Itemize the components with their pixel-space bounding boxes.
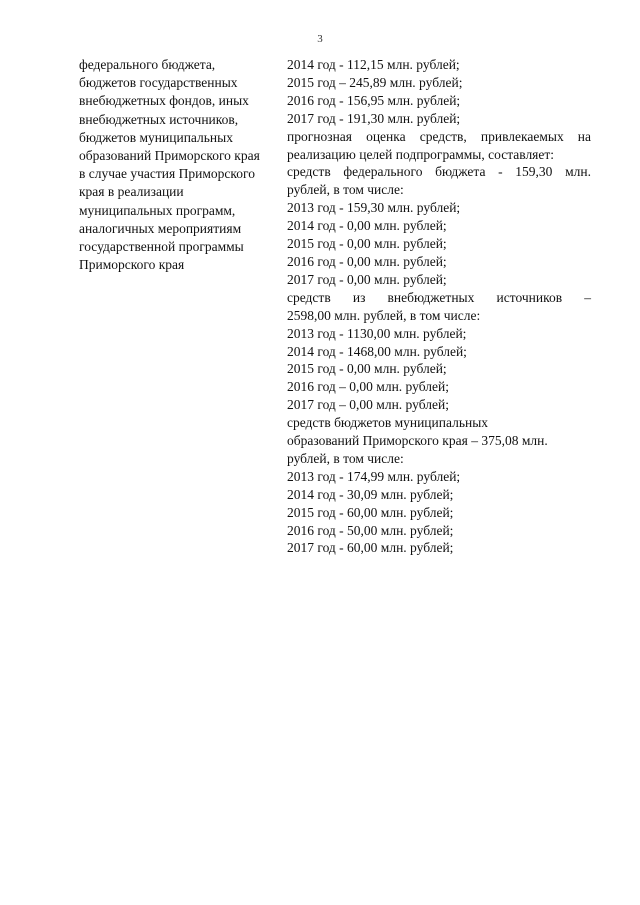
federal-years-tail <box>287 56 591 128</box>
left-column-line: Приморского края <box>79 257 185 273</box>
year-line: 2014 год - 1468,00 млн. рублей; <box>287 343 467 359</box>
left-column-line: бюджетов муниципальных <box>79 129 233 145</box>
year-line: 2014 год - 112,15 млн. рублей; <box>287 57 460 72</box>
left-column-line: в случае участия Приморского <box>79 166 255 182</box>
year-line: 2016 год - 50,00 млн. рублей; <box>287 522 454 538</box>
forecast-intro-line: прогнозная оценка средств, привлекаемых на <box>287 128 591 144</box>
extrabudgetary-heading: 2598,00 млн. рублей, в том числе: <box>287 307 481 323</box>
left-column-line: аналогичных мероприятиям <box>79 220 242 236</box>
federal-budget-section <box>287 163 591 288</box>
year-line: 2013 год - 174,99 млн. рублей; <box>287 468 461 484</box>
year-line: 2017 год - 191,30 млн. рублей; <box>287 110 461 126</box>
left-column-line: муниципальных программ, <box>79 202 236 218</box>
page-number: 3 <box>317 33 323 45</box>
municipal-heading: образований Приморского края – 375,08 млн. <box>287 433 548 449</box>
left-column <box>79 56 284 274</box>
municipal-heading: рублей, в том числе: <box>287 450 404 466</box>
year-line: 2016 год – 0,00 млн. рублей; <box>287 379 449 395</box>
federal-budget-heading: средств федерального бюджета - 159,30 млн. <box>287 164 591 180</box>
year-line: 2014 год - 0,00 млн. рублей; <box>287 218 447 234</box>
left-column-line: бюджетов государственных <box>79 75 238 91</box>
right-column <box>287 56 591 557</box>
year-line: 2013 год - 1130,00 млн. рублей; <box>287 325 467 341</box>
left-column-line: внебюджетных источников, <box>79 111 239 127</box>
left-column-line: федерального бюджета, <box>79 57 216 72</box>
left-column-line: внебюджетных фондов, иных <box>79 93 249 109</box>
year-line: 2017 год – 0,00 млн. рублей; <box>287 397 449 413</box>
year-line: 2015 год – 245,89 млн. рублей; <box>287 74 463 90</box>
year-line: 2015 год - 0,00 млн. рублей; <box>287 236 447 252</box>
year-line: 2016 год - 156,95 млн. рублей; <box>287 92 461 108</box>
year-line: 2014 год - 30,09 млн. рублей; <box>287 486 454 502</box>
extrabudgetary-section <box>287 289 591 414</box>
forecast-intro <box>287 128 591 164</box>
left-column-line: образований Приморского края <box>79 148 260 164</box>
left-column-line: государственной программы <box>79 239 244 255</box>
municipal-heading: средств бюджетов муниципальных <box>287 415 489 431</box>
year-line: 2016 год - 0,00 млн. рублей; <box>287 253 447 269</box>
year-line: 2015 год - 60,00 млн. рублей; <box>287 504 454 520</box>
extrabudgetary-heading: средств из внебюджетных источников – <box>287 289 591 305</box>
year-line: 2017 год - 60,00 млн. рублей; <box>287 540 454 556</box>
year-line: 2017 год - 0,00 млн. рублей; <box>287 271 447 287</box>
left-column-line: края в реализации <box>79 184 184 200</box>
federal-budget-heading: рублей, в том числе: <box>287 182 404 198</box>
forecast-intro-line: реализацию целей подпрограммы, составляет: <box>287 146 555 162</box>
municipal-section <box>287 414 591 557</box>
year-line: 2013 год - 159,30 млн. рублей; <box>287 200 461 216</box>
year-line: 2015 год - 0,00 млн. рублей; <box>287 361 447 377</box>
